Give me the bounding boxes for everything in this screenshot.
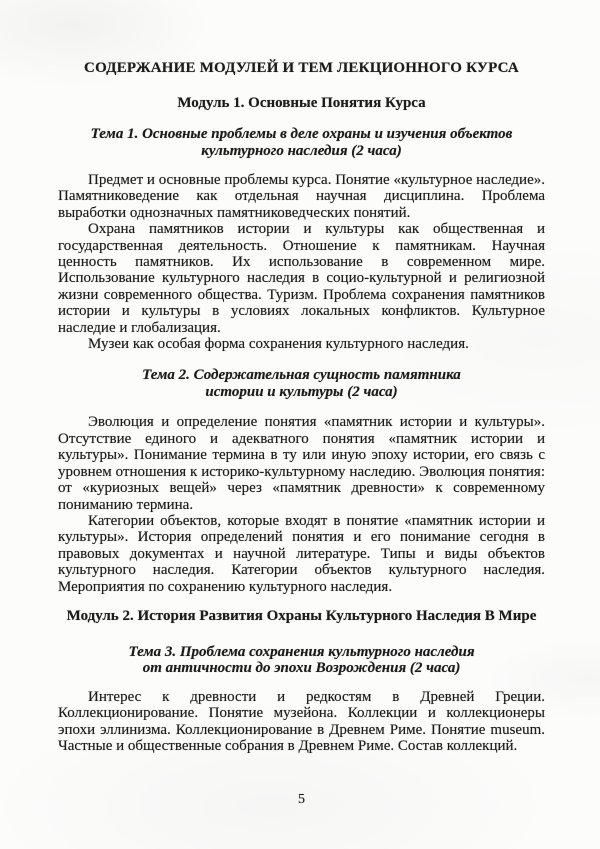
module-2-heading: Модуль 2. История Развития Охраны Культурного Наследия В Мире	[66, 607, 537, 624]
paragraph-antiquity-collecting: Интерес к древности и редкостям в Древней Греции. Коллекционирование. Понятие музейона. Коллекции и коллекционеры эпохи эллинизма. Коллекционирование в Древнем Риме. Понятие museum. Частные и общественные собрания в Древнем Риме. Состав коллекций.	[58, 688, 545, 755]
theme-2-heading	[58, 367, 545, 400]
theme-1-heading-line-1: Тема 1. Основные проблемы в деле охраны и изучения объектов	[90, 126, 513, 142]
paragraph-concept-evolution: Эволюция и определение понятия «памятник истории и культуры». Отсутствие единого и адекватного понятия «памятник истории и культуры». Понимание термина в ту или иную эпоху истории, его связь с уровнем отношения к историко-культурному наследию. Эволюция понятия: от «куриозных вещей» через «памятник древности» к современному пониманию термина.	[58, 414, 545, 513]
theme-3-heading-line-2: от античности до эпохи Возрождения (2 часа)	[142, 660, 461, 677]
paragraph-monument-protection: Охрана памятников истории и культуры как общественная и государственная деятельность. Отношение к памятникам. Научная ценность памятников. Их использование в современном мире. Использование культурного наследия в социо-культурной и религиозной жизни современного общества. Туризм. Проблема сохранения памятников истории и культуры в условиях локальных конфликтов. Культурное наследие и глобализация.	[58, 221, 545, 336]
theme-2-heading-line-2: истории и культуры (2 часа)	[205, 383, 398, 400]
module-1-heading: Модуль 1. Основные Понятия Курса	[177, 95, 426, 111]
paragraph-course-subject: Предмет и основные проблемы курса. Понятие «культурное наследие». Памятниковедение как отдельная научная дисциплина. Проблема выработки однозначных памятниковедческих понятий.	[58, 172, 545, 221]
theme-1-heading-line-2: культурного наследия (2 часа)	[201, 142, 402, 159]
theme-3-heading-line-1: Тема 3. Проблема сохранения культурного наследия	[128, 643, 475, 660]
page-number: 5	[298, 792, 305, 807]
paragraph-object-categories: Категории объектов, которые входят в понятие «памятник истории и культуры». История определений понятия и его понимание сегодня в правовых документах и научной литературе. Типы и виды объектов культурного наследия. Категории объектов культурного наследия. Мероприятия по сохранению культурного наследия.	[58, 512, 545, 595]
theme-2-heading-line-1: Тема 2. Содержательная сущность памятника	[142, 367, 461, 384]
theme-1-heading	[58, 126, 545, 159]
document-title: СОДЕРЖАНИЕ МОДУЛЕЙ И ТЕМ ЛЕКЦИОННОГО КУРСА	[84, 60, 519, 76]
text-column	[58, 0, 545, 755]
theme-3-heading	[58, 644, 545, 677]
paragraph-museums: Музеи как особая форма сохранения культурного наследия.	[88, 336, 469, 353]
